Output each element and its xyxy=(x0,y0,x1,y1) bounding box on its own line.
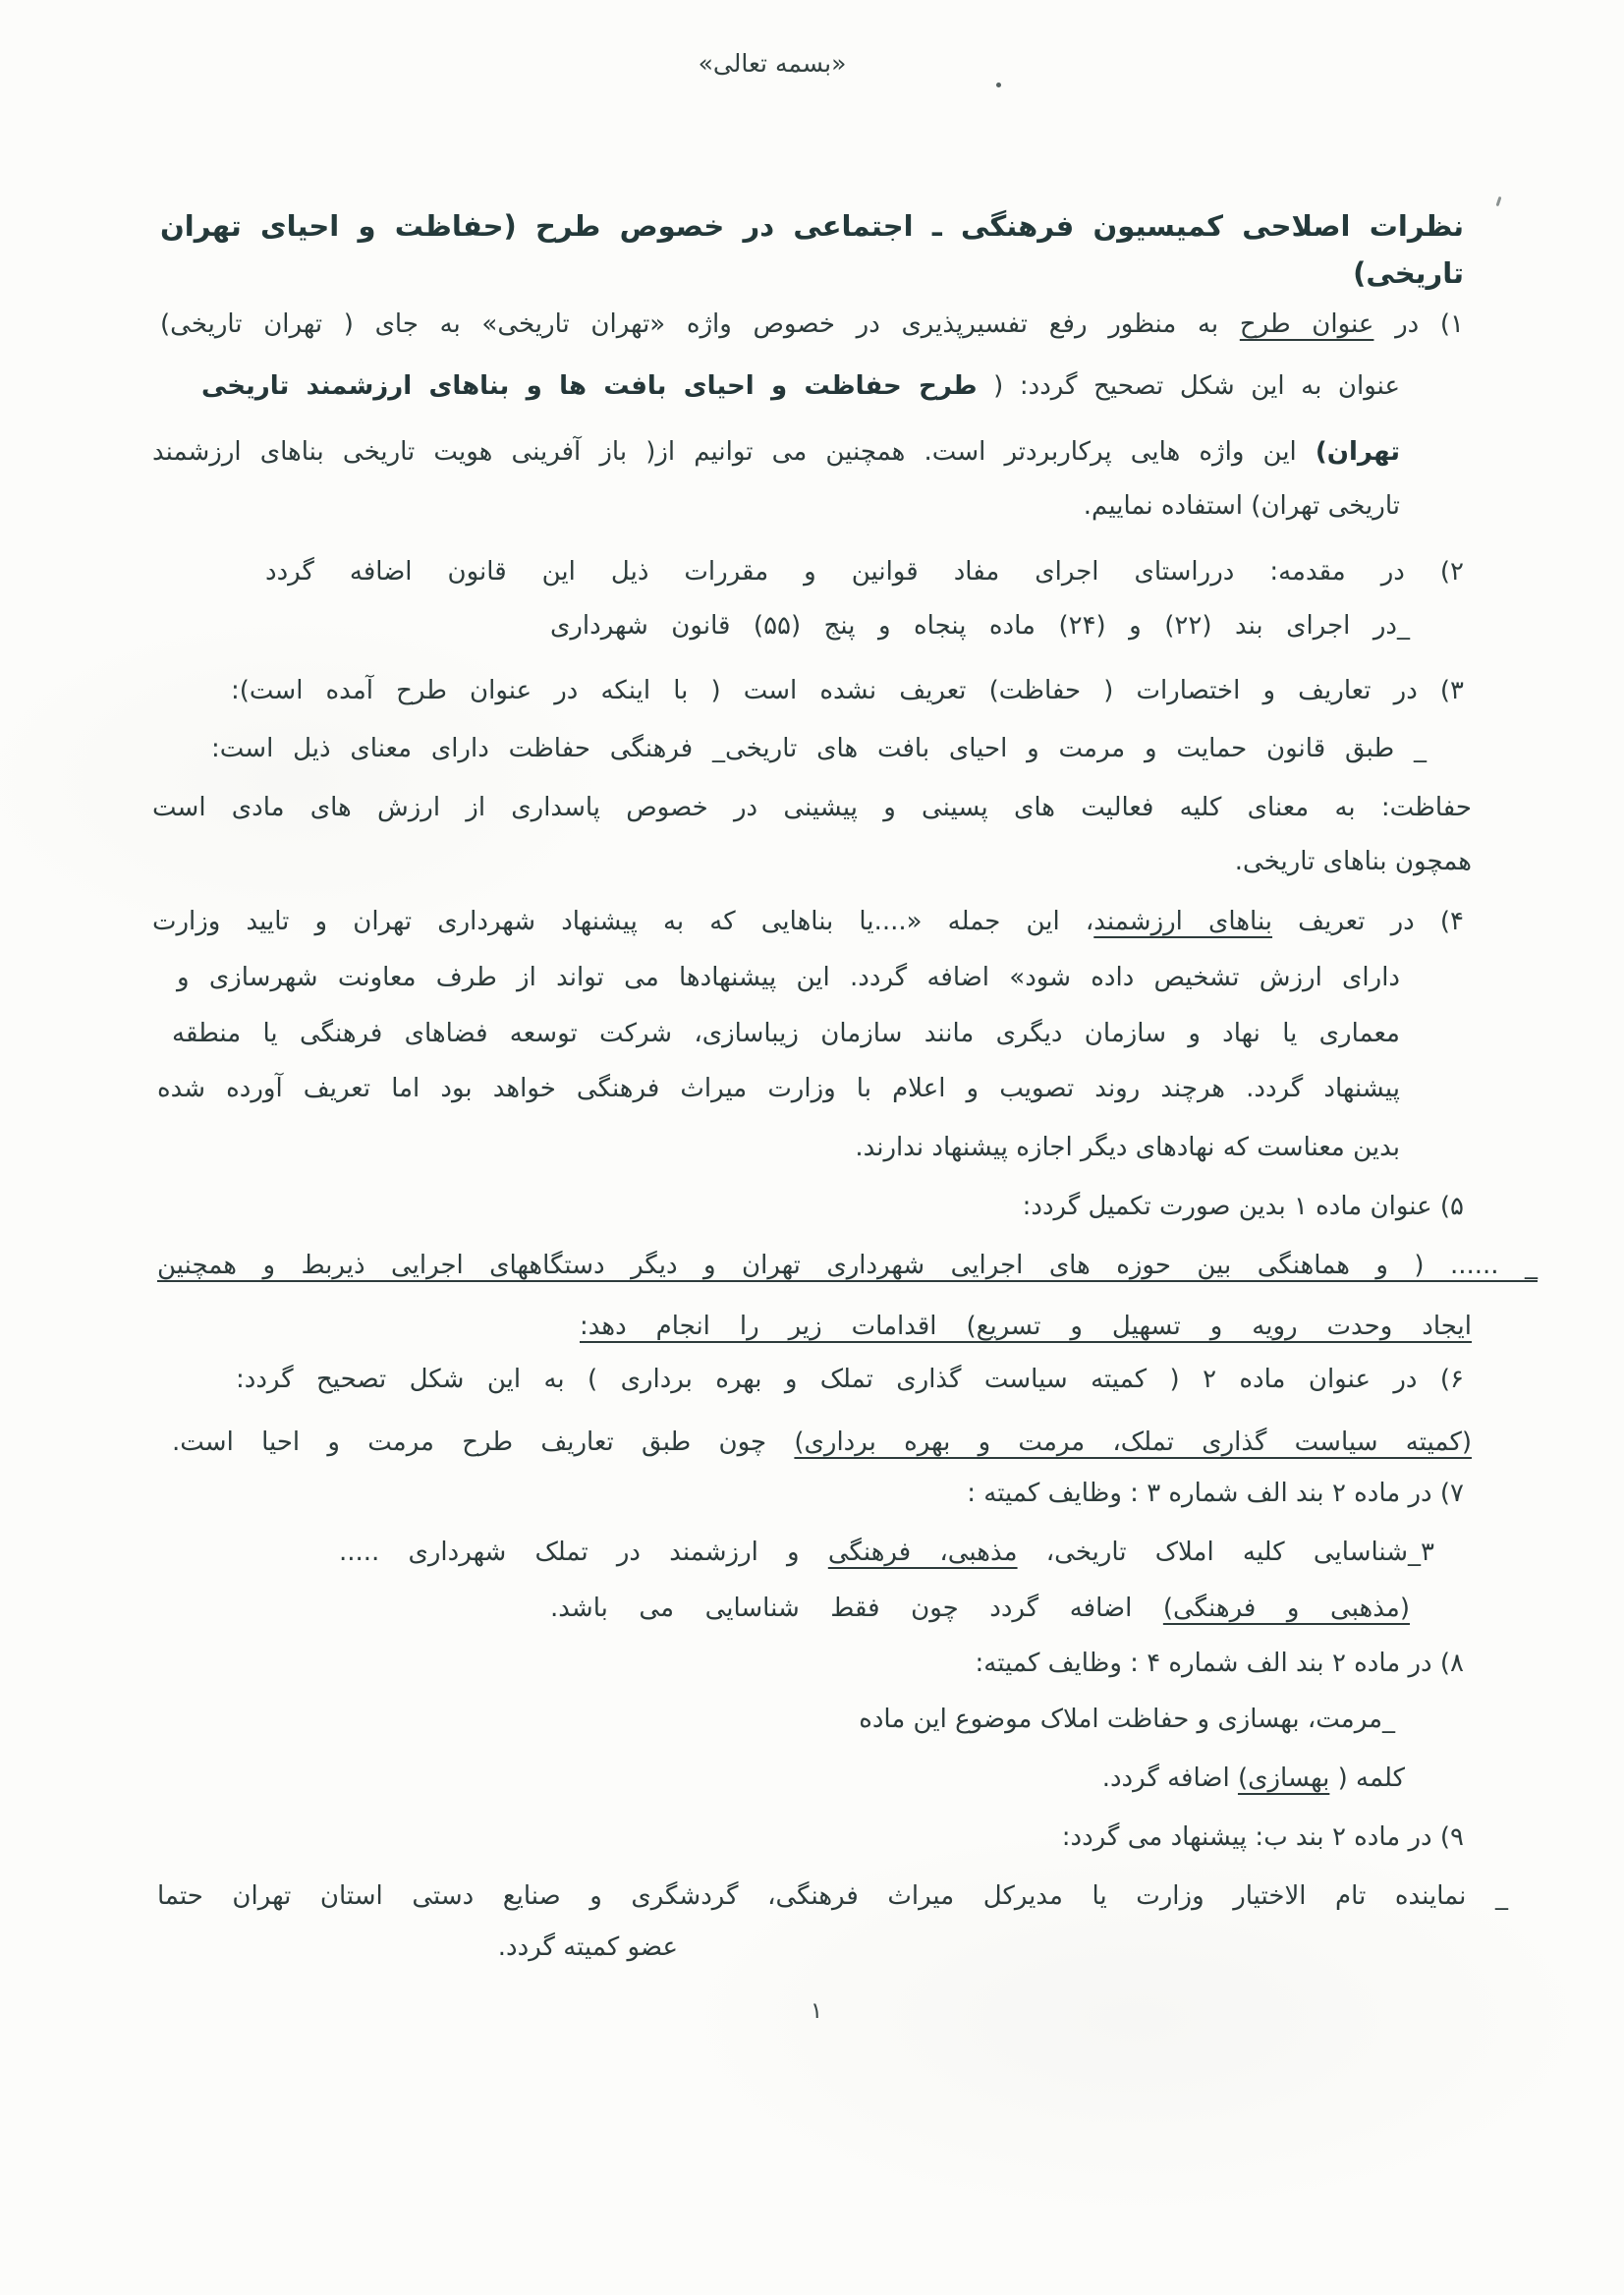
text-run: _در اجرای بند (۲۲) و (۲۴) ماده پنجاه و پنج (۵۵) قانون شهرداری xyxy=(550,611,1410,641)
text-run: پیشنهاد گردد. هرچند روند تصویب و اعلام با وزارت میراث فرهنگی خواهد بود اما تعریف آورده شده xyxy=(157,1074,1400,1103)
underlined-text-run: (مذهبی و فرهنگی) xyxy=(1162,1594,1410,1623)
document-title: نظرات اصلاحی کمیسیون فرهنگی ـ اجتماعی در خصوص طرح (حفاظت و احیای تهران تاریخی) xyxy=(160,209,1464,290)
text-run: به منظور رفع تفسیرپذیری در خصوص واژه «تهران تاریخی» به جای ( تهران تاریخی) xyxy=(160,309,1240,339)
document-line xyxy=(550,1586,1410,1631)
underlined-text-run: مذهبی، فرهنگی xyxy=(827,1538,1018,1567)
document-line xyxy=(211,726,1427,771)
text-run: عنوان به این شکل تصحیح گردد: ( xyxy=(977,371,1401,401)
document-line xyxy=(236,1357,1464,1402)
underlined-text-run: _ ...... ( و هماهنگی بین حوزه های اجرایی شهرداری تهران و دیگر دستگاههای اجرایی ذیربط و همچنین xyxy=(157,1251,1538,1280)
page-number: ۱ xyxy=(810,1998,823,2024)
text-run: ۳) در تعاریف و اختصارات ( حفاظت) تعریف نشده است ( با اینکه در عنوان طرح آمده است): xyxy=(231,676,1464,705)
document-line xyxy=(498,1925,678,1970)
text-run: ۱) در xyxy=(1373,309,1465,339)
underlined-text-run: عنوان طرح xyxy=(1239,309,1374,339)
document-line xyxy=(172,1011,1400,1056)
text-run: ۹) در ماده ۲ بند ب: پیشنهاد می گردد: xyxy=(1061,1822,1464,1852)
document-line xyxy=(859,1697,1395,1742)
text-run: دارای ارزش تشخیص داده شود» اضافه گردد. این پیشنهادها می تواند از طرف معاونت شهرسازی و xyxy=(177,963,1400,992)
text-run: _ طبق قانون حمایت و مرمت و احیای بافت های تاریخی_ فرهنگی حفاظت دارای معنای ذیل است: xyxy=(211,734,1427,763)
document-line xyxy=(157,1066,1400,1111)
text-run: اضافه گردد. xyxy=(1101,1763,1238,1793)
document-line xyxy=(157,1243,1538,1288)
document-line xyxy=(1023,1184,1464,1229)
text-run: بدین معناست که نهادهای دیگر اجازه پیشنهاد ندارند. xyxy=(855,1133,1400,1162)
document-line xyxy=(152,785,1472,830)
text-run: ۲) در مقدمه: درراستای اجرای مفاد قوانین و مقررات ذیل این قانون اضافه گردد xyxy=(265,557,1464,587)
text-run: ۷) در ماده ۲ بند الف شماره ۳ : وظایف کمیته : xyxy=(967,1479,1464,1508)
underlined-text-run: بهسازی) xyxy=(1237,1763,1330,1793)
text-run: ۳_شناسایی کلیه املاک تاریخی، xyxy=(1017,1538,1435,1567)
document-line xyxy=(1062,1815,1464,1860)
underlined-text-run: (کمیته سیاست گذاری تملک، مرمت و بهره برداری) xyxy=(794,1427,1472,1457)
document-line xyxy=(152,899,1464,944)
document-line xyxy=(550,603,1410,648)
document-line xyxy=(172,1420,1472,1465)
underlined-text-run: ایجاد وحدت رویه و تسهیل و تسریع) اقدامات زیر را انجام دهد: xyxy=(580,1312,1472,1341)
text-run: حفاظت: به معنای کلیه فعالیت های پسینی و پیشینی در خصوص پاسداری از ارزش های مادی است xyxy=(152,793,1472,822)
text-run: ، این جمله «....یا بناهایی که به پیشنهاد شهرداری تهران و تایید وزارت xyxy=(152,907,1094,936)
document-line xyxy=(580,1304,1472,1349)
text-run: تاریخی تهران) استفاده نماییم. xyxy=(1083,491,1400,521)
document-line xyxy=(339,1530,1434,1575)
document-line xyxy=(201,364,1400,409)
scan-speck-tick xyxy=(1496,196,1502,206)
document-line xyxy=(152,429,1400,475)
document-line xyxy=(1102,1756,1405,1801)
document-line xyxy=(157,1874,1508,1919)
document-line xyxy=(976,1641,1464,1686)
bold-text-run: طرح حفاظت و احیای بافت ها و بناهای ارزشمند تاریخی xyxy=(201,371,978,401)
document-line xyxy=(160,302,1464,347)
text-run: _مرمت، بهسازی و حفاظت املاک موضوع این ماده xyxy=(859,1705,1395,1734)
document-line xyxy=(1084,483,1400,529)
text-run: عضو کمیته گردد. xyxy=(497,1932,678,1962)
text-run: کلمه ( xyxy=(1329,1763,1405,1793)
text-run: ۶) در عنوان ماده ۲ ( کمیته سیاست گذاری تملک و بهره برداری ) به این شکل تصحیح گردد: xyxy=(236,1365,1464,1394)
text-run: اضافه گردد چون فقط شناسایی می باشد. xyxy=(550,1594,1163,1623)
document-line xyxy=(1235,839,1472,884)
document-line xyxy=(177,955,1400,1000)
text-run: همچون بناهای تاریخی. xyxy=(1234,847,1472,876)
text-run: چون طبق تعاریف طرح مرمت و احیا است. xyxy=(172,1427,795,1457)
document-line xyxy=(967,1471,1464,1516)
besmeleh-header: «بسمه تعالی» xyxy=(698,49,847,78)
text-run: معماری یا نهاد و سازمان دیگری مانند سازمان زیباسازی، شرکت توسعه فضاهای فرهنگی یا منطقه xyxy=(172,1019,1400,1048)
document-line xyxy=(231,668,1464,713)
text-run: ۸) در ماده ۲ بند الف شماره ۴ : وظایف کمیته: xyxy=(975,1649,1464,1678)
document-line xyxy=(265,549,1464,594)
text-run: _ نماینده تام الاختیار وزارت یا مدیرکل میراث فرهنگی، گردشگری و صنایع دستی استان تهران حتما xyxy=(157,1881,1508,1911)
underlined-text-run: بناهای ارزشمند xyxy=(1093,907,1273,936)
bold-text-run: تهران) xyxy=(1315,437,1400,467)
text-run: ۵) عنوان ماده ۱ بدین صورت تکمیل گردد: xyxy=(1022,1192,1464,1221)
text-run: ۴) در تعریف xyxy=(1272,907,1464,936)
document-line xyxy=(855,1125,1400,1170)
scan-speck-dot xyxy=(996,83,1001,87)
text-run: و ارزشمند در تملک شهرداری ..... xyxy=(339,1538,828,1567)
text-run: این واژه هایی پرکاربردتر است. همچنین می توانیم از( باز آفرینی هویت تاریخی بناهای ارزشمند xyxy=(152,437,1316,467)
